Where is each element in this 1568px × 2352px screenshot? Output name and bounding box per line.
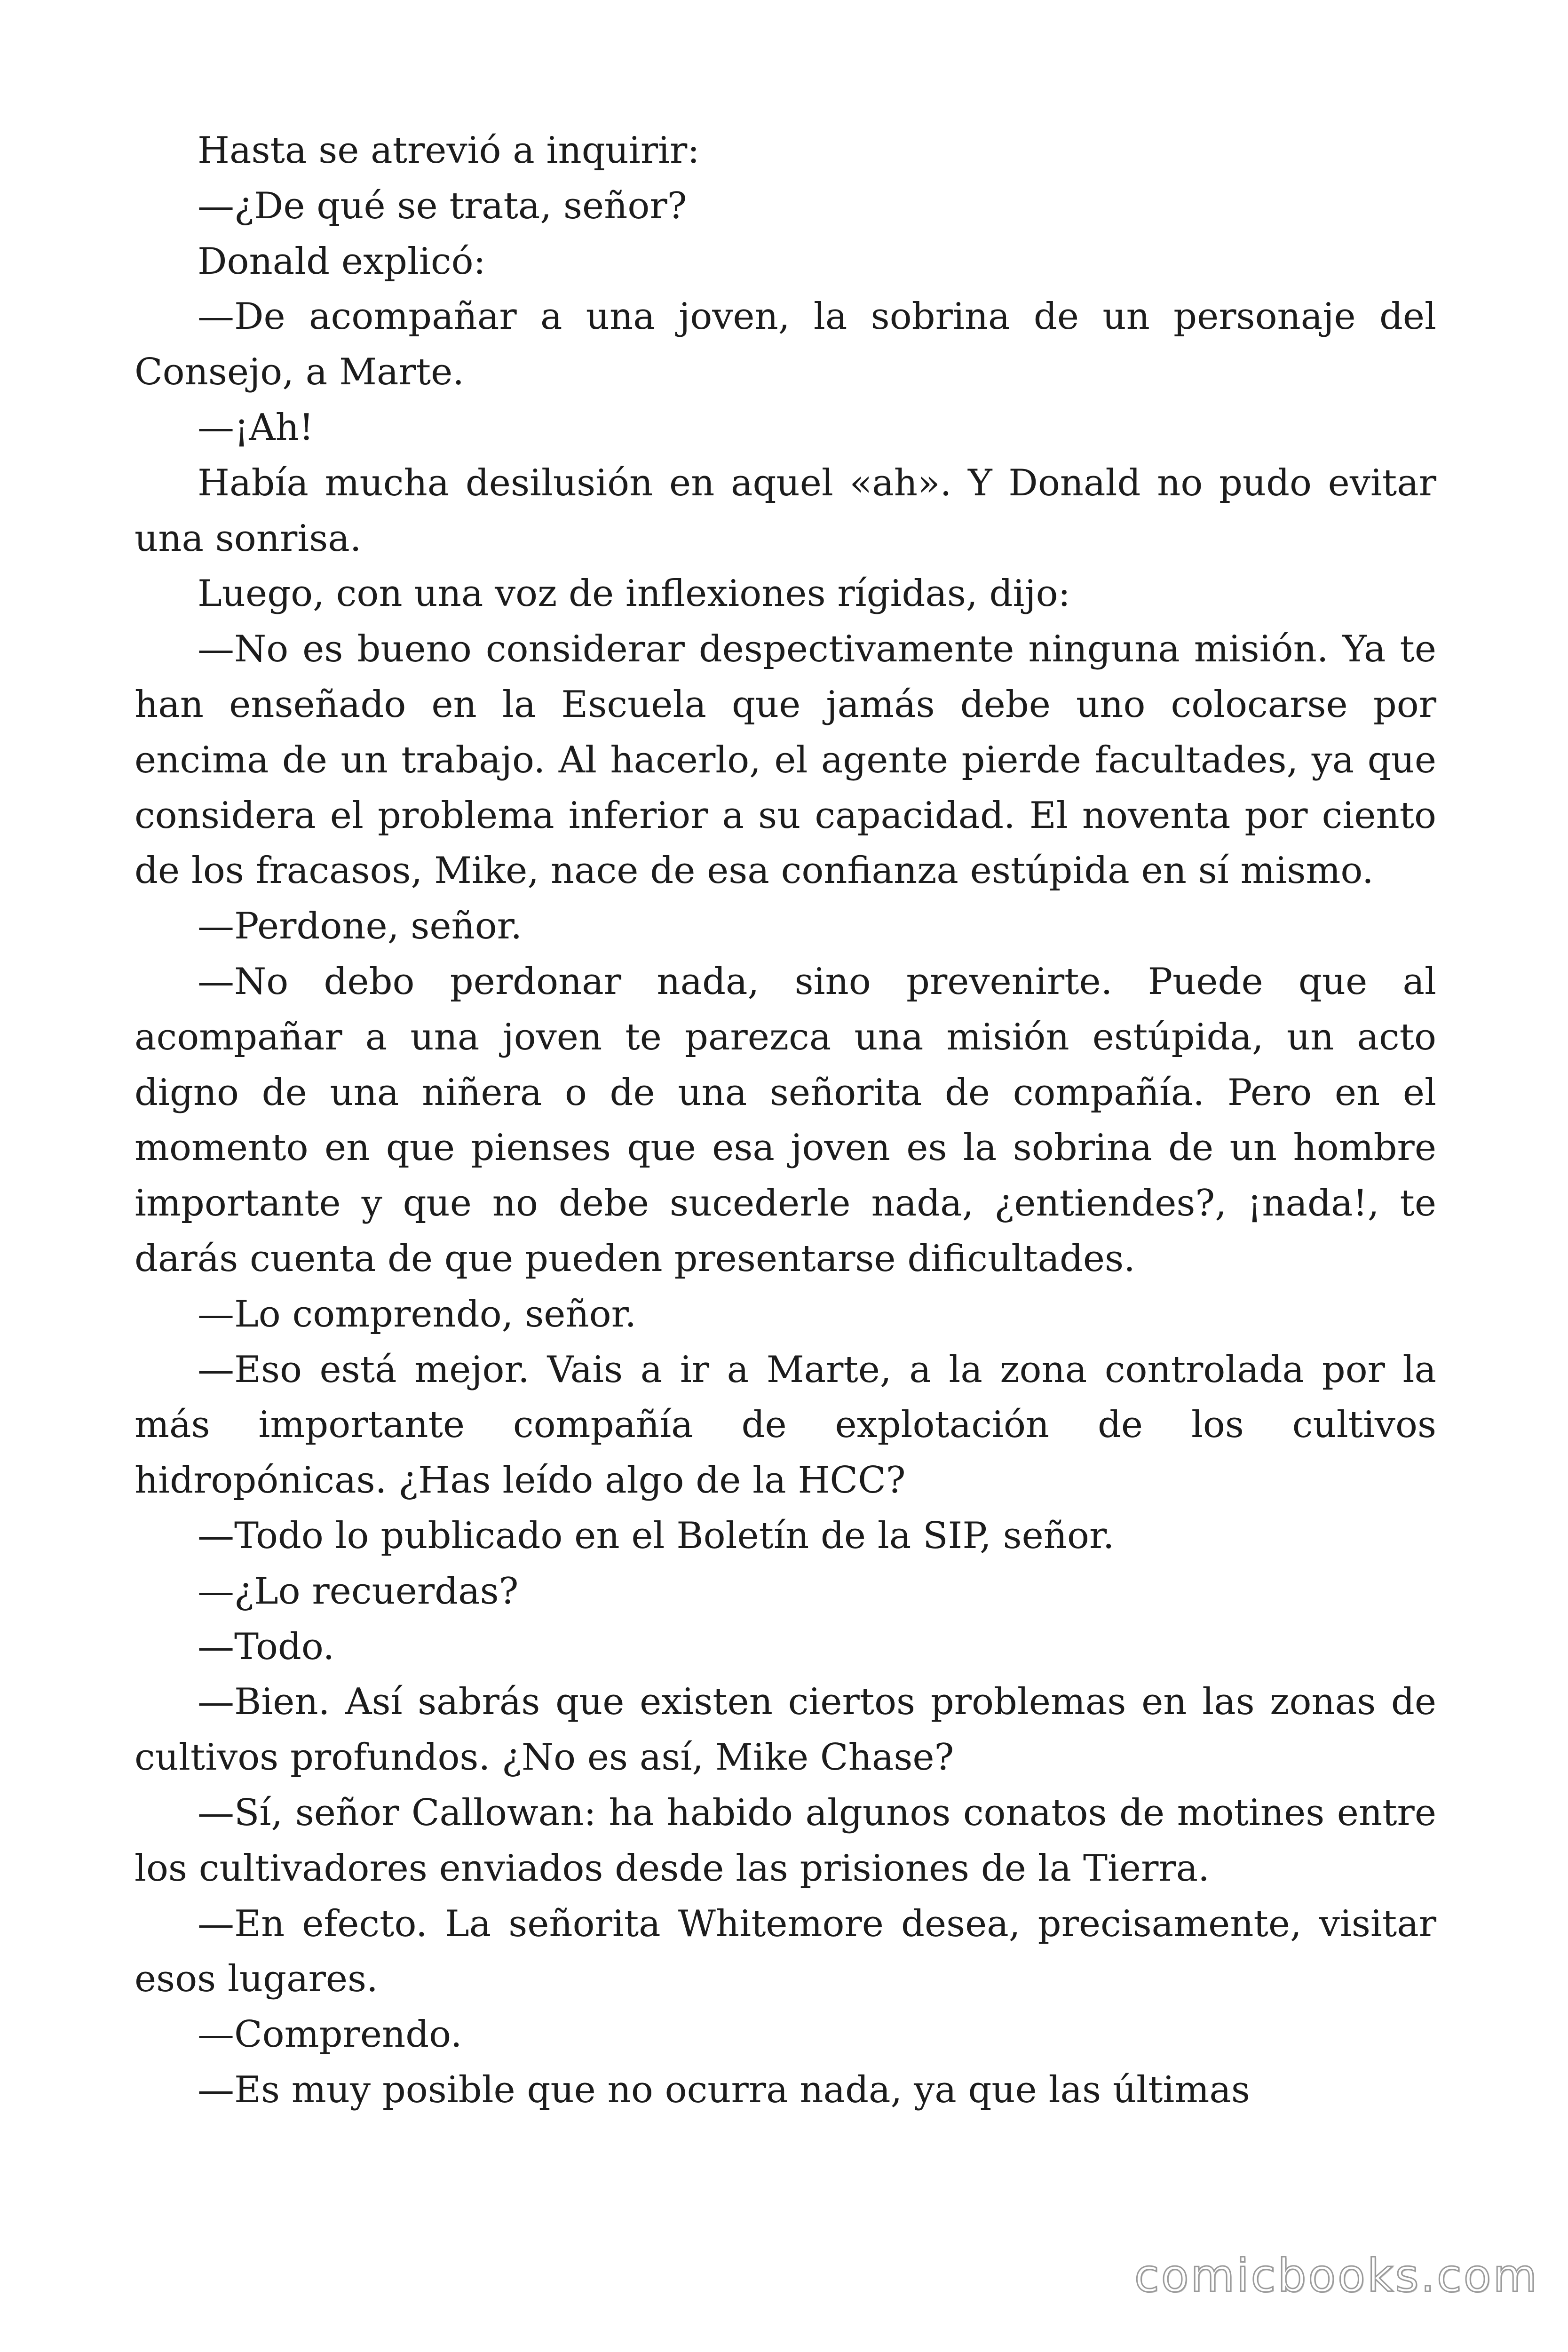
- page-body: [135, 123, 1436, 2118]
- paragraph: Había mucha desilusión en aquel «ah». Y Donald no pudo evitar una sonrisa.: [135, 461, 1436, 560]
- paragraph: —Bien. Así sabrás que existen ciertos problemas en las zonas de cultivos profundos. ¿No es así, Mike Chase?: [135, 1681, 1436, 1779]
- paragraph: —En efecto. La señorita Whitemore desea, precisamente, visitar esos lugares.: [135, 1902, 1436, 2001]
- paragraph: —Perdone, señor.: [198, 905, 523, 948]
- paragraph: Hasta se atrevió a inquirir:: [198, 129, 700, 172]
- paragraph: —¿Lo recuerdas?: [198, 1570, 519, 1613]
- paragraph: —No es bueno considerar despectivamente ninguna misión. Ya te han enseñado en la Escuela que jamás debe uno colocarse por encima de un trabajo. Al hacerlo, el agente pierde facultades, ya que considera el problema inferior a su capacidad. El noventa por ciento de los fracasos, Mike, nace de esa confianza estúpida en sí mismo.: [135, 628, 1436, 892]
- paragraph: —Todo.: [198, 1625, 335, 1668]
- paragraph: —¡Ah!: [198, 406, 314, 449]
- paragraph: Luego, con una voz de inflexiones rígidas, dijo:: [198, 572, 1070, 615]
- paragraph: —Sí, señor Callowan: ha habido algunos conatos de motines entre los cultivadores enviados desde las prisiones de la Tierra.: [135, 1791, 1436, 1890]
- paragraph: —¿De qué se trata, señor?: [198, 184, 687, 227]
- paragraph: —No debo perdonar nada, sino prevenirte. Puede que al acompañar a una joven te parezca una misión estúpida, un acto digno de una niñera o de una señorita de compañía. Pero en el momento en que pienses que esa joven es la sobrina de un hombre importante y que no debe sucederle nada, ¿entiendes?, ¡nada!, te darás cuenta de que pueden presentarse dificultades.: [135, 960, 1436, 1280]
- paragraph: Donald explicó:: [198, 240, 486, 283]
- paragraph: —Lo comprendo, señor.: [198, 1293, 637, 1335]
- paragraph: —Es muy posible que no ocurra nada, ya que las últimas: [198, 2068, 1250, 2111]
- watermark: comicbooks.com: [1134, 2249, 1539, 2302]
- paragraph: —Todo lo publicado en el Boletín de la SIP, señor.: [198, 1514, 1115, 1557]
- paragraph: —De acompañar a una joven, la sobrina de un personaje del Consejo, a Marte.: [135, 295, 1436, 394]
- paragraph: —Eso está mejor. Vais a ir a Marte, a la zona controlada por la más importante compañía de explotación de los cultivos hidropónicas. ¿Has leído algo de la HCC?: [135, 1348, 1436, 1502]
- paragraph: —Comprendo.: [198, 2013, 462, 2056]
